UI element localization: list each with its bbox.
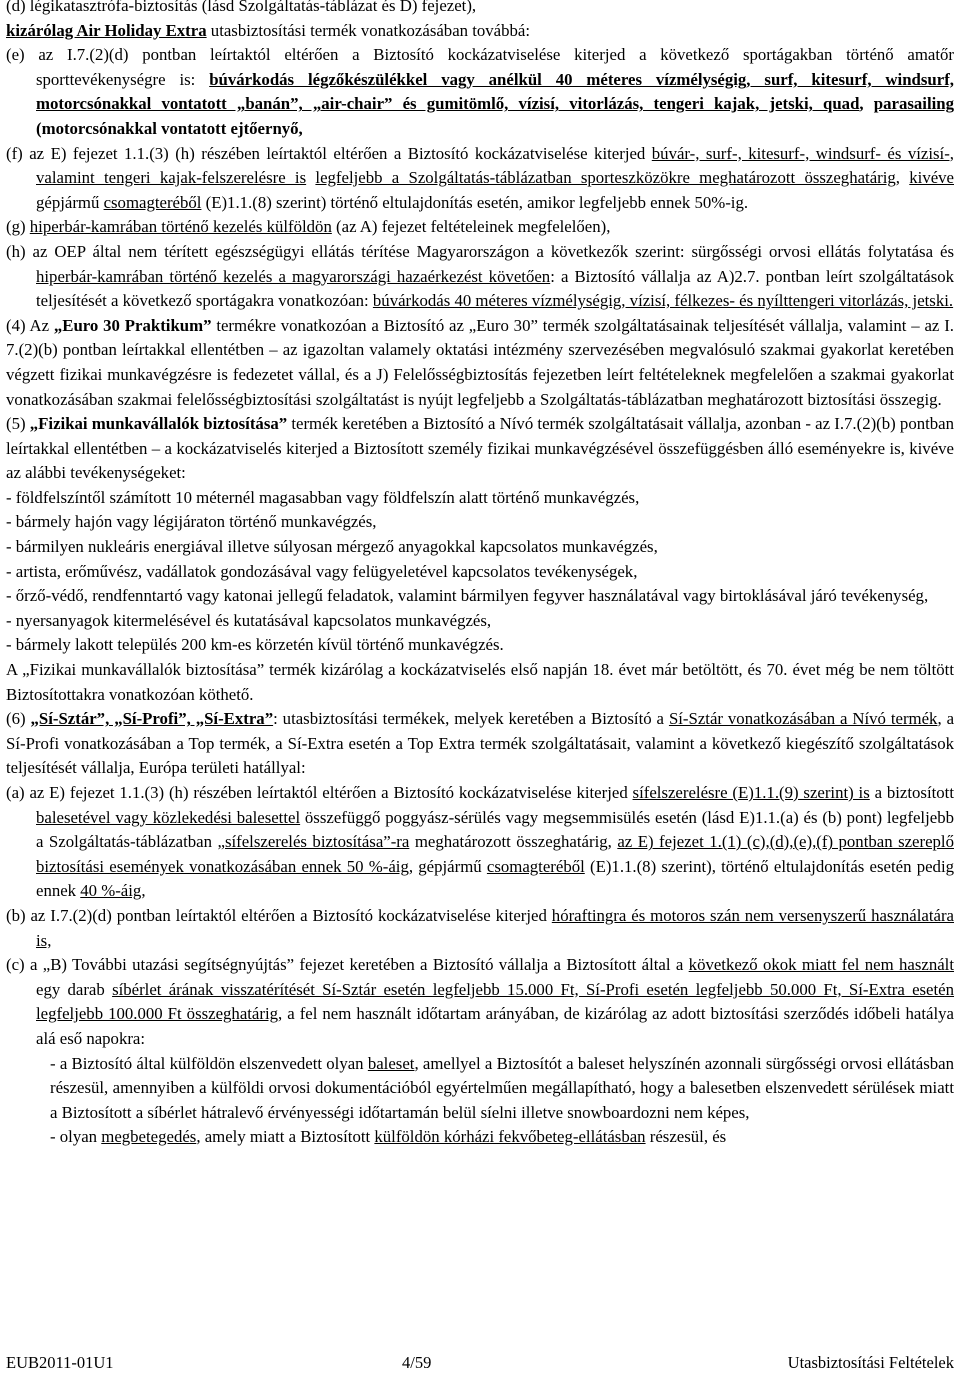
paragraph bbox=[6, 609, 954, 634]
paragraph bbox=[6, 19, 954, 44]
text-run: , amellyel a Biztosítót a baleset helyszínén azonnali sürgősségi orvosi ellátásban részesül, amennyiben a külföldi orvosi dokumentációból egyértelműen megállapítható, hogy a balesetben elszenvedett sérülések miatt a Biztosított a síbérlet hátralevő érvényességi időtartamán belül síelni illetve snowboardozni nem képes, bbox=[50, 1053, 954, 1122]
paragraph bbox=[6, 215, 954, 240]
text-run: Sí-Sztár vonatkozásában a Nívó termék bbox=[668, 709, 938, 729]
text-run: (e) az I.7.(2)(d) pontban leírtaktól eltérően a Biztosító kockázatviselése kiterjed a következő sportágakban történő amatőr sporttevékenységre is: bbox=[6, 45, 954, 89]
paragraph bbox=[6, 560, 954, 585]
paragraph bbox=[6, 1052, 954, 1126]
text-run: (a) az E) fejezet 1.1.(3) (h) részében leírtaktól eltérően a Biztosító kockázatviselése kiterjed bbox=[6, 783, 633, 802]
text-run: az E) fejezet 1.(1) (c),(d),(e),(f) pontban szereplő biztosítási események vonatkozásában ennek 50 %-áig bbox=[36, 832, 954, 876]
paragraph bbox=[6, 412, 954, 486]
text-run: „Euro 30 Praktikum” bbox=[53, 315, 212, 335]
text-run: „sífelszerelés biztosítása”-ra bbox=[217, 832, 410, 852]
text-run: 40 %-áig bbox=[80, 881, 142, 901]
text-run: búvár-, surf-, kitesurf-, windsurf- és vízisí-, valamint tengeri kajak-felszerelésre is bbox=[36, 143, 954, 188]
text-run: sífelszerelésre (E)1.1.(9) szerint) is bbox=[632, 783, 870, 802]
text-run: - őrző-védő, rendfenntartó vagy katonai jellegű feladatok, valamint bármilyen fegyver használatával vagy birtoklásával járó tevékenység, bbox=[6, 586, 929, 606]
text-run: külföldön kórházi fekvőbeteg-ellátásban bbox=[374, 1127, 646, 1147]
paragraph bbox=[6, 0, 954, 19]
text-run: (5) bbox=[6, 414, 30, 434]
text-run: , bbox=[141, 881, 146, 901]
paragraph bbox=[6, 535, 954, 560]
text-run: termék keretében a Biztosító a Nívó termék szolgáltatásait vállalja, azonban - az I.7.(2)(b) pontban leírtakkal ellentétben – a kockázatviselés kiterjed a Biztosított személy fizikai munkavégzésével összefüggésben álló eseményekre is, kivéve az alábbi tevékenységeket: bbox=[6, 414, 954, 483]
text-run: egy darab bbox=[36, 979, 113, 999]
document-body bbox=[6, 0, 954, 1150]
text-run: következő okok miatt fel nem használt bbox=[688, 955, 955, 975]
footer-page-number: 4/59 bbox=[402, 1353, 432, 1372]
page-footer bbox=[6, 1351, 954, 1375]
text-run: kizárólag Air Holiday Extra bbox=[6, 20, 207, 40]
paragraph bbox=[6, 633, 954, 658]
footer-document-title: Utasbiztosítási Feltételek bbox=[787, 1353, 954, 1372]
footer-document-code: EUB2011-01U1 bbox=[6, 1353, 114, 1372]
text-run: - bármely hajón vagy légijáraton történő munkavégzés, bbox=[6, 512, 377, 532]
text-run: , a fel nem használt időtartam arányában, de kizárólag az adott biztosítási szerződés időbeli hatálya alá eső napokra: bbox=[36, 1004, 954, 1048]
text-run: kivéve bbox=[909, 168, 954, 188]
text-run: részesül, és bbox=[645, 1127, 727, 1147]
text-run: utasbiztosítási termék vonatkozásában továbbá: bbox=[206, 20, 531, 40]
paragraph bbox=[6, 707, 954, 781]
text-run: , a Sí-Profi vonatkozásában a Top termék, a Sí-Extra esetén a Top Extra termék szolgáltatásait, valamint a következő kiegészítő szolgáltatások teljesítését vállalja, Európa területi hatállyal: bbox=[6, 709, 955, 778]
text-run: parasailing bbox=[873, 94, 954, 114]
text-run: csomagteréből bbox=[103, 192, 202, 212]
paragraph bbox=[6, 486, 954, 511]
text-run: balesetével vagy közlekedési balesettel bbox=[36, 807, 301, 827]
text-run: síbérlet árának visszatérítését Sí-Sztár esetén legfeljebb 15.000 Ft, Sí-Profi esetén legfeljebb 50.000 Ft, Sí-Extra esetén legfeljebb 100.000 Ft összeghatárig bbox=[36, 979, 955, 1024]
text-run: (b) az I.7.(2)(d) pontban leírtaktól eltérően a Biztosító kockázatviselése kiterjed bbox=[6, 905, 552, 925]
text-run: legfeljebb a Szolgáltatás-táblázatban sporteszközökre meghatározott összeghatárig bbox=[315, 168, 896, 188]
paragraph bbox=[6, 584, 954, 609]
text-run: (6) bbox=[6, 709, 31, 729]
paragraph bbox=[6, 142, 954, 216]
text-run: meghatározott összeghatárig, bbox=[409, 832, 618, 852]
text-run: hiperbár-kamrában történő kezelés a magyarországi hazaérkezést követően bbox=[36, 266, 551, 286]
paragraph bbox=[6, 43, 954, 141]
text-run: , gépjármű bbox=[408, 856, 487, 876]
text-run: - bármely lakott település 200 km-es körzetén kívül történő munkavégzés. bbox=[6, 635, 504, 655]
text-run: csomagteréből bbox=[486, 856, 585, 876]
text-run: termékre vonatkozóan a Biztosító az „Euro 30” termék szolgáltatásainak teljesítését vállalja, valamint – az I. 7.(2)(b) pontban leírtakkal ellentétben – az igazoltan valamely oktatási intézmény szervezésében megvalósuló szakmai gyakorlat keretében végzett fizikai munkavégzésre is fedezetet vállal, és a J) Felelősségbiztosítás fejezetben leírt feltételeknek megfelelően a szakmai gyakorlat vonatkozásában szakmai felelősségbiztosítási szolgáltatást is nyújt legfeljebb a Szolgáltatás-táblázatban meghatározott biztosítási összegig. bbox=[6, 315, 954, 409]
paragraph bbox=[6, 658, 954, 707]
text-run: - nyersanyagok kitermelésével és kutatásával kapcsolatos munkavégzés, bbox=[6, 610, 492, 630]
text-run: búvárkodás 40 méteres vízmélységig, vízisí, félkezes- és nyílttengeri vitorlázás, jetski. bbox=[372, 291, 954, 311]
text-run: (az A) fejezet feltételeinek megfelelően), bbox=[331, 217, 611, 237]
text-run: hóraftingra és motoros szán nem versenyszerű használatára is, bbox=[36, 905, 954, 950]
text-run bbox=[306, 168, 315, 187]
text-run: : utasbiztosítási termékek, melyek keretében a Biztosító a bbox=[273, 709, 669, 729]
text-run: , bbox=[895, 168, 910, 188]
text-run: - földfelszíntől számított 10 méternél magasabban vagy földfelszín alatt történő munkavégzés, bbox=[6, 487, 640, 507]
text-run: a biztosított bbox=[869, 783, 955, 802]
paragraph bbox=[6, 1125, 954, 1150]
paragraph bbox=[6, 953, 954, 1051]
text-run: (g) bbox=[6, 217, 30, 237]
text-run: (d) légikatasztrófa-biztosítás (lásd Szolgáltatás-táblázat és D) fejezet), bbox=[6, 0, 477, 15]
paragraph bbox=[6, 781, 954, 904]
text-run: (h) az OEP által nem térített egészségügyi ellátás térítése Magyarországon a következők szerint: sürgősségi orvosi ellátás folytatása és bbox=[6, 241, 954, 261]
text-run: (f) az E) fejezet 1.1.(3) (h) részében leírtaktól eltérően a Biztosító kockázatviselése kiterjed bbox=[6, 143, 652, 163]
text-run: : a Biztosító vállalja az A)2.7. pontban leírt szolgáltatások teljesítését a következő sportágakra vonatkozóan: bbox=[36, 266, 955, 311]
text-run: (E)1.1.(8) szerint) történő eltulajdonítás esetén, amikor legfeljebb ennek 50%-ig. bbox=[201, 192, 749, 212]
text-run: - bármilyen nukleáris energiával illetve súlyosan mérgező anyagokkal kapcsolatos munkavégzés, bbox=[6, 537, 658, 557]
text-run: hiperbár-kamrában történő kezelés külföldön bbox=[29, 217, 332, 237]
text-run: „Fizikai munkavállalók biztosítása” bbox=[29, 414, 288, 434]
text-run: (c) a „B) További utazási segítségnyújtás” fejezet keretében a Biztosító vállalja a Biztosított által a bbox=[6, 955, 689, 975]
text-run: - artista, erőművész, vadállatok gondozásával vagy felügyeletével kapcsolatos tevékenységek, bbox=[6, 561, 638, 581]
paragraph bbox=[6, 240, 954, 314]
text-run: - a Biztosító által külföldön elszenvedett olyan bbox=[50, 1053, 368, 1073]
text-run: (E)1.1.(8) szerint), történő eltulajdonítás esetén pedig ennek bbox=[36, 856, 954, 901]
text-run: (motorcsónakkal vontatott ejtőernyő, bbox=[36, 118, 303, 138]
text-run: „Sí-Sztár”, „Sí-Profi”, „Sí-Extra” bbox=[30, 709, 274, 729]
paragraph bbox=[6, 510, 954, 535]
text-run: gépjármű bbox=[36, 192, 104, 212]
text-run: - olyan bbox=[50, 1127, 102, 1147]
text-run: (4) Az bbox=[6, 315, 54, 335]
text-run: baleset bbox=[367, 1053, 415, 1073]
text-run: összefüggő poggyász-sérülés vagy megsemmisülés esetén (lásd E)1.1.(a) és (b) pont) legfeljebb a Szolgáltatás-táblázatban bbox=[36, 807, 954, 852]
text-run: , amely miatt a Biztosított bbox=[196, 1127, 375, 1147]
text-run: búvárkodás légzőkészülékkel vagy anélkül 40 méteres vízmélységig, surf, kitesurf, windsurf, motorcsónakkal vontatott „banán”, „air-chair” és gumitömlő, vízisí, vitorlázás, tengeri kajak, jetski, quad bbox=[36, 69, 954, 114]
text-run: megbetegedés bbox=[101, 1127, 197, 1147]
paragraph bbox=[6, 314, 954, 412]
text-run: , bbox=[859, 94, 874, 114]
paragraph bbox=[6, 904, 954, 953]
text-run: A „Fizikai munkavállalók biztosítása” termék kizárólag a kockázatviselés első napján 18. évet már betöltött, és 70. évet még be nem töltött Biztosítottakra vonatkozóan köthető. bbox=[6, 660, 954, 704]
